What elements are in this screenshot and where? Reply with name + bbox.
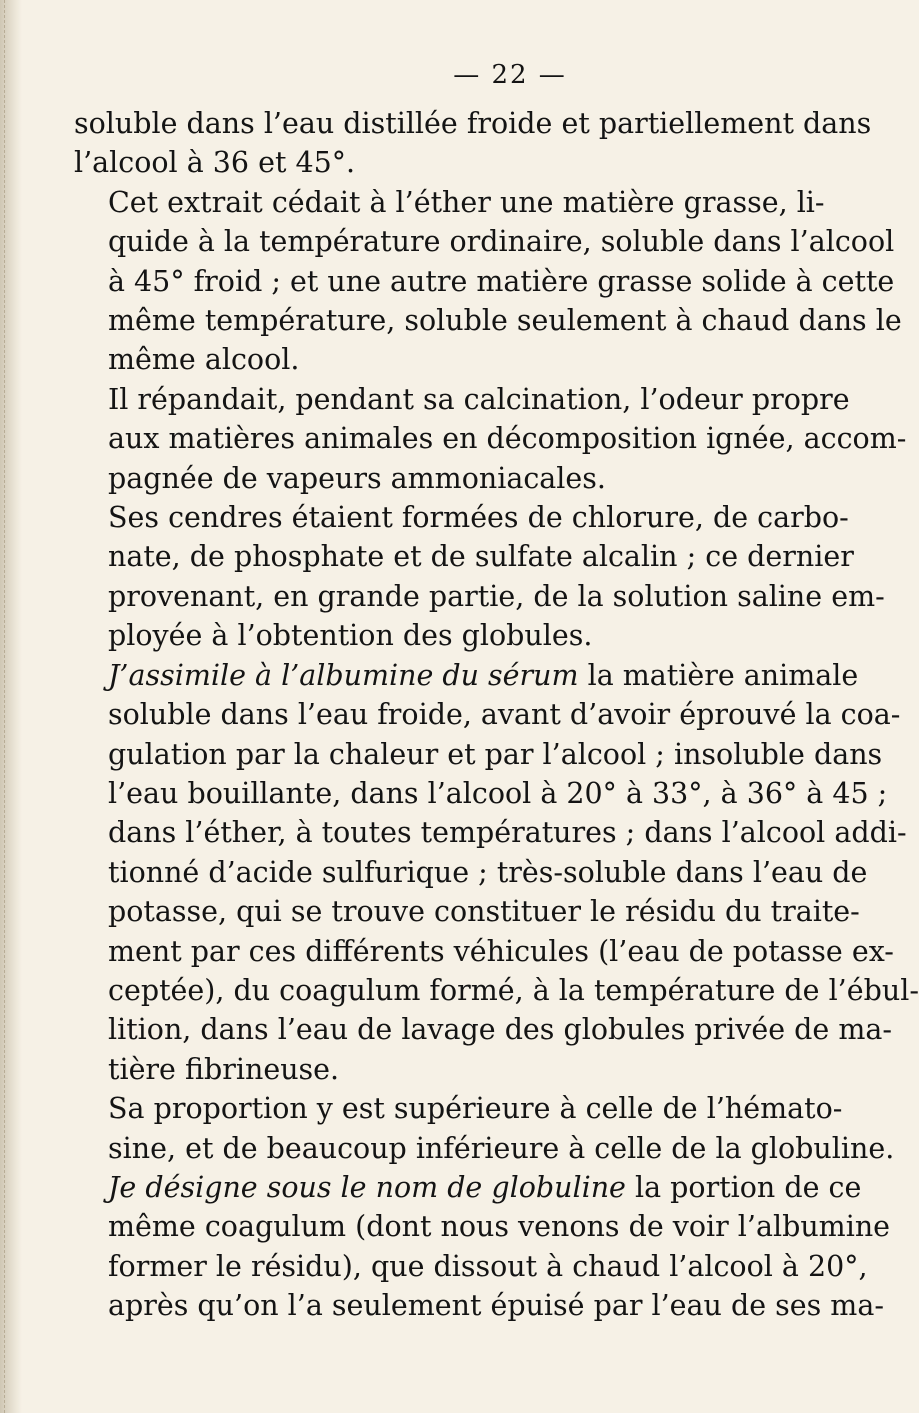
text-line: Il répandait, pendant sa calcination, l’odeur propre bbox=[108, 382, 850, 416]
text-line: à 45° froid ; et une autre matière grasse solide à cette bbox=[108, 264, 895, 298]
text-line: l’eau bouillante, dans l’alcool à 20° à 33°, à 36° à 45 ; bbox=[108, 776, 888, 810]
binding-edge bbox=[4, 0, 11, 1413]
text-line: aux matières animales en décomposition ignée, accom- bbox=[108, 422, 907, 456]
text-line: quide à la température ordinaire, soluble dans l’alcool bbox=[108, 225, 895, 259]
text-line: J’assimile à l’albumine du sérum la matière animale bbox=[108, 658, 859, 692]
text-line: ployée à l’obtention des globules. bbox=[108, 619, 593, 653]
page-number: — 22 — bbox=[453, 60, 567, 90]
text-line: tionné d’acide sulfurique ; très-soluble dans l’eau de bbox=[108, 855, 868, 889]
paragraph bbox=[74, 380, 907, 498]
text-line: potasse, qui se trouve constituer le résidu du traite- bbox=[108, 895, 860, 929]
italic-lead: J’assimile à l’albumine du sérum bbox=[108, 658, 579, 692]
text-line: même alcool. bbox=[108, 343, 300, 377]
book-page bbox=[74, 60, 919, 1326]
text-line: tière fibrineuse. bbox=[108, 1052, 340, 1086]
text-line: ment par ces différents véhicules (l’eau de potasse ex- bbox=[108, 934, 894, 968]
text-line: Ses cendres étaient formées de chlorure, de carbo- bbox=[108, 501, 849, 535]
text-line: Je désigne sous le nom de globuline la portion de ce bbox=[108, 1170, 862, 1204]
text-line: pagnée de vapeurs ammoniacales. bbox=[108, 461, 606, 495]
text-line: soluble dans l’eau distillée froide et partiellement dans bbox=[74, 107, 872, 140]
text-line: soluble dans l’eau froide, avant d’avoir éprouvé la coa- bbox=[108, 698, 901, 732]
text-line: Cet extrait cédait à l’éther une matière grasse, li- bbox=[108, 185, 825, 219]
paragraph bbox=[74, 1168, 891, 1326]
text-line: après qu’on l’a seulement épuisé par l’eau de ses ma- bbox=[108, 1289, 884, 1323]
text-line: l’alcool à 36 et 45°. bbox=[74, 146, 356, 180]
text-line: nate, de phosphate et de sulfate alcalin ; ce dernier bbox=[108, 540, 854, 574]
text-line: Sa proportion y est supérieure à celle de l’hémato- bbox=[108, 1092, 843, 1126]
text-line: former le résidu), que dissout à chaud l’alcool à 20°, bbox=[108, 1249, 868, 1283]
paragraph bbox=[74, 656, 919, 1089]
text-line: provenant, en grande partie, de la solution saline em- bbox=[108, 579, 885, 613]
text-line: dans l’éther, à toutes températures ; dans l’alcool addi- bbox=[108, 816, 907, 850]
paragraph bbox=[74, 183, 902, 380]
text-line: ceptée), du coagulum formé, à la température de l’ébul- bbox=[108, 973, 919, 1007]
text-line: même température, soluble seulement à chaud dans le bbox=[108, 304, 902, 338]
paragraph bbox=[74, 1089, 895, 1168]
text-line: gulation par la chaleur et par l’alcool ; insoluble dans bbox=[108, 737, 883, 771]
body-text bbox=[74, 104, 919, 1326]
text-line: même coagulum (dont nous venons de voir l’albumine bbox=[108, 1210, 891, 1244]
italic-lead: Je désigne sous le nom de globuline bbox=[108, 1170, 626, 1204]
paragraph bbox=[74, 104, 872, 183]
text-line: sine, et de beaucoup inférieure à celle de la globuline. bbox=[108, 1131, 895, 1165]
text-line: lition, dans l’eau de lavage des globules privée de ma- bbox=[108, 1013, 892, 1047]
paragraph bbox=[74, 498, 885, 656]
